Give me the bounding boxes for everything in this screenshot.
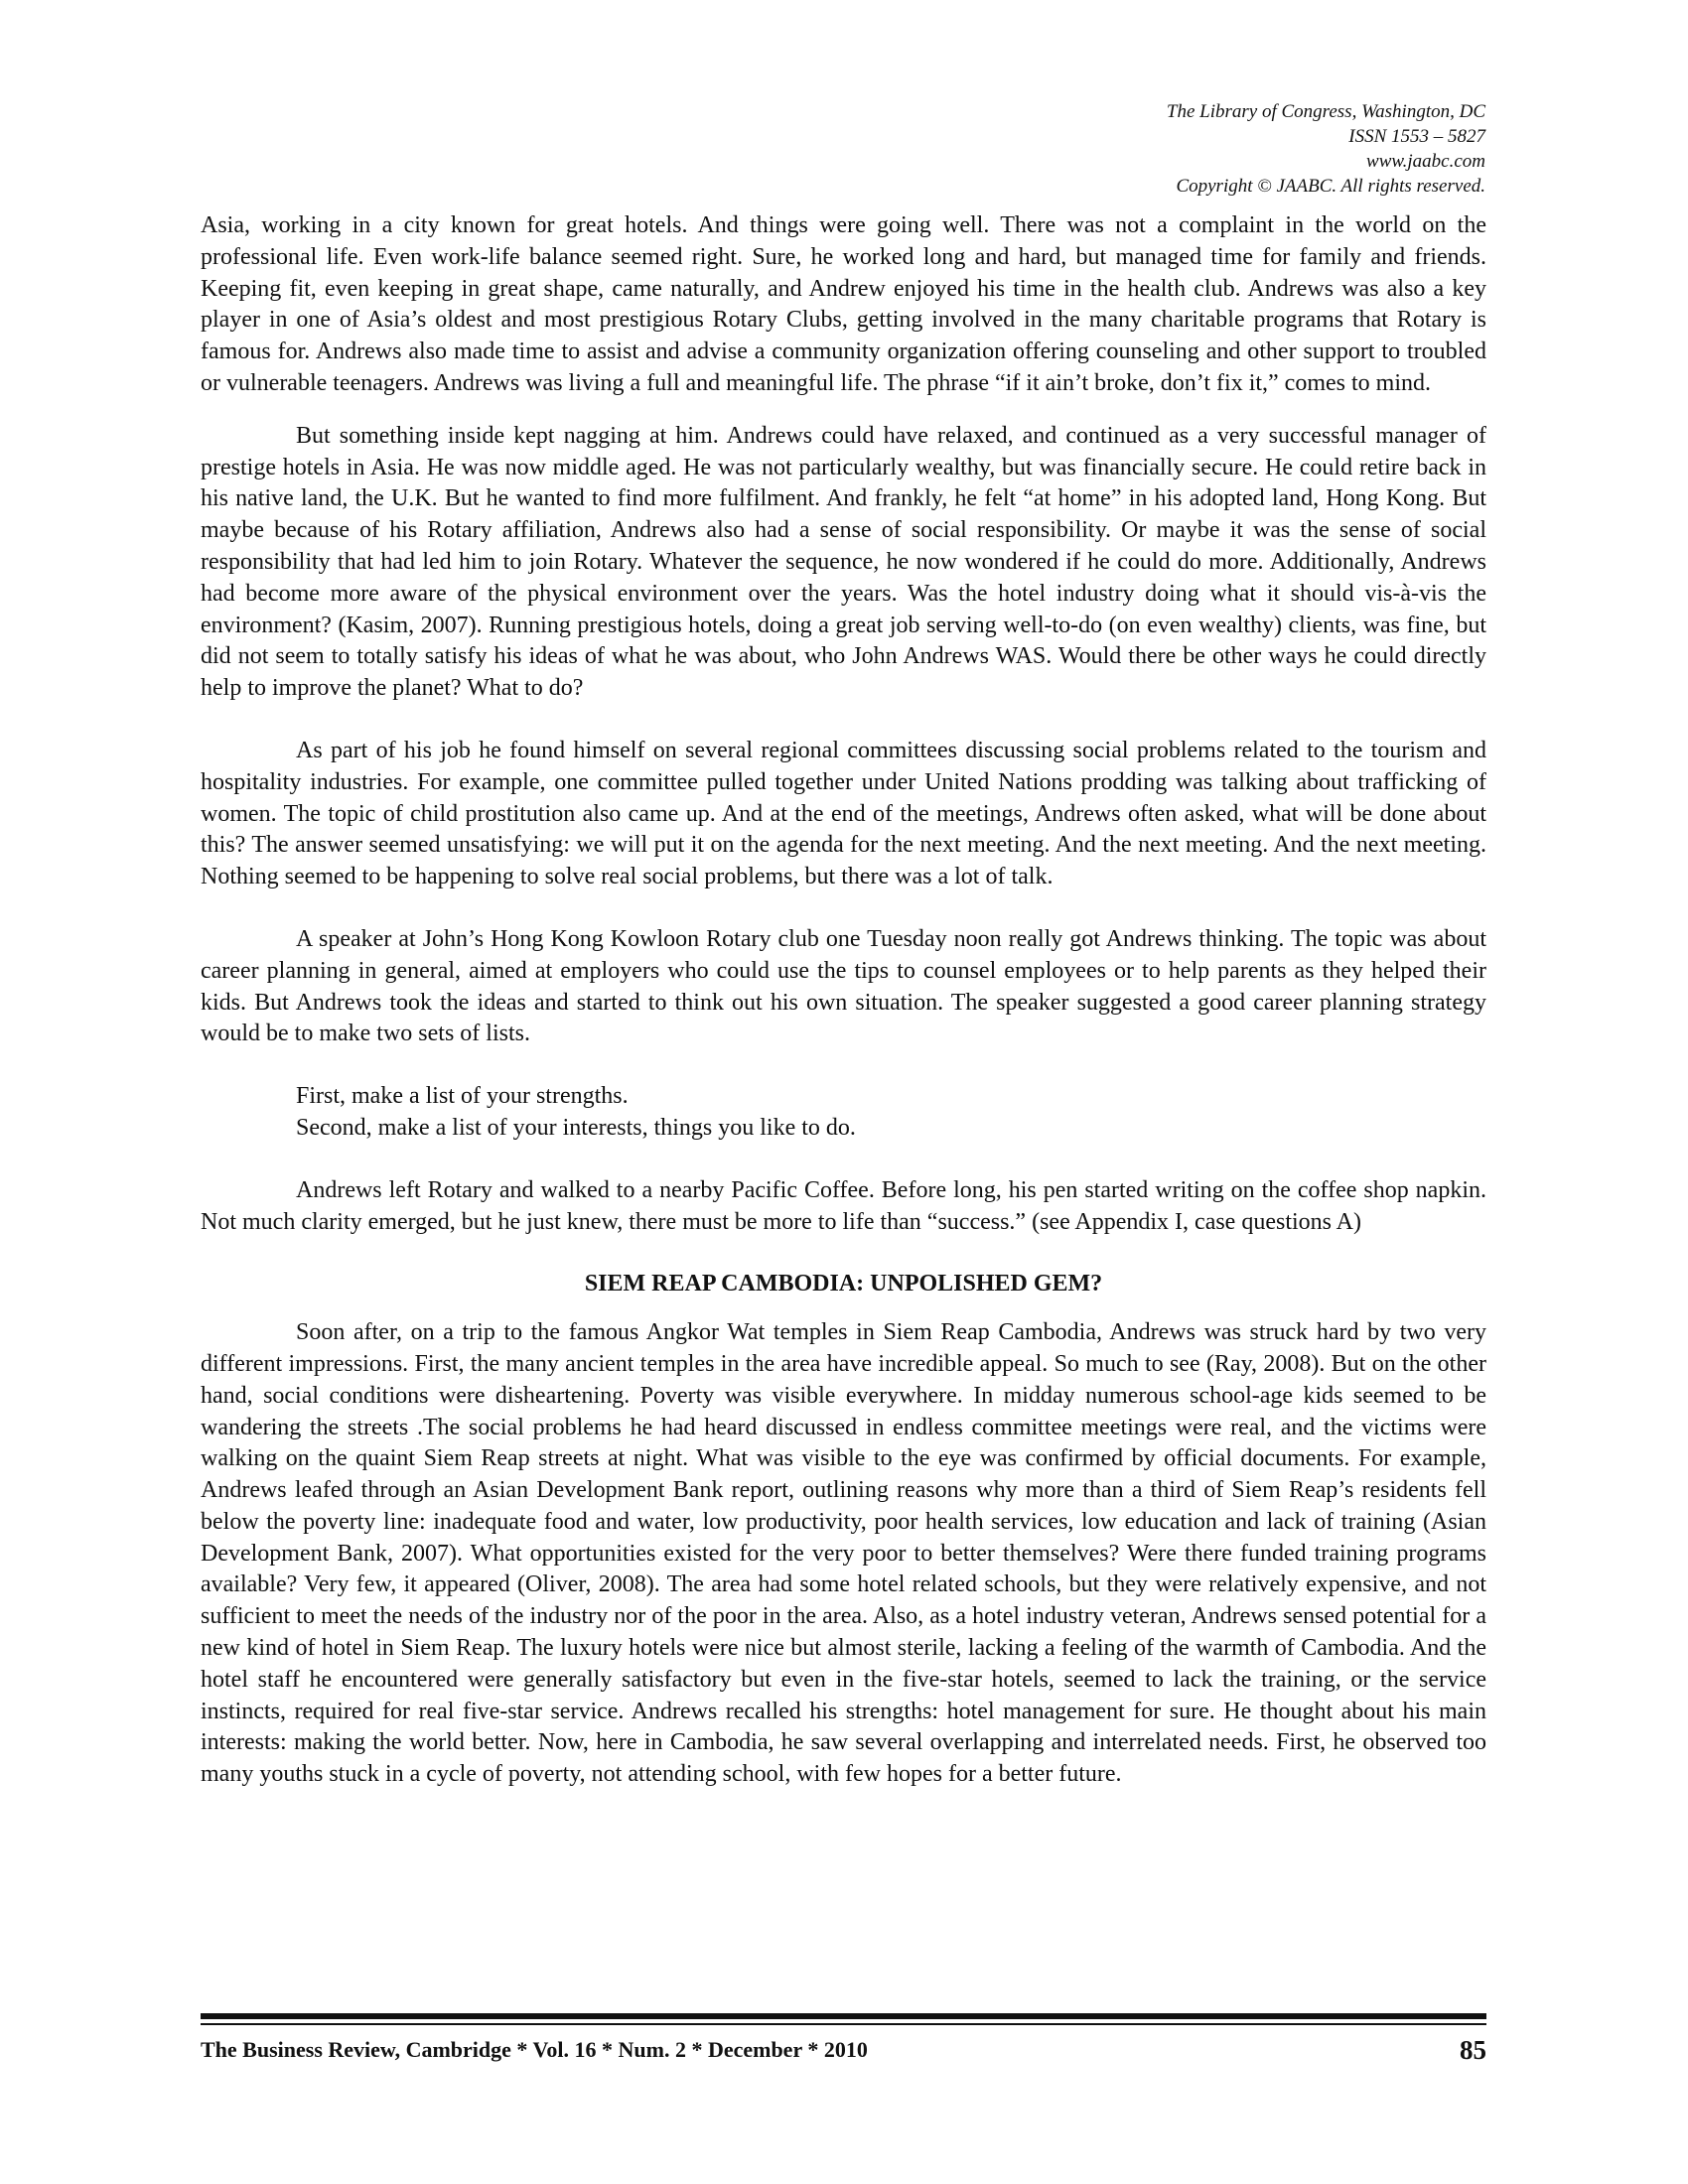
strategy-list [201, 1081, 1486, 1145]
list-item-interests: Second, make a list of your interests, things you like to do. [296, 1114, 856, 1141]
paragraph-3: As part of his job he found himself on several regional committees discussing social problems related to the tourism and hospitality industries. For example, one committee pulled together under United Nations prodding was talking about trafficking of women. The topic of child prostitution also came up. And at the end of the meetings, Andrews often asked, what will be done about this? The answer seemed unsatisfying: we will put it on the agenda for the next meeting. And the next meeting. And the next meeting. Nothing seemed to be happening to solve real social problems, but there was a lot of talk. [201, 737, 1486, 890]
article-body [201, 210, 1486, 1822]
paragraph-6: Soon after, on a trip to the famous Angkor Wat temples in Siem Reap Cambodia, Andrews was struck hard by two very different impressions. First, the many ancient temples in the area have incredible appeal. So much to see (Ray, 2008). But on the other hand, social conditions were disheartening. Poverty was visible everywhere. In midday numerous school-age kids seemed to be wandering the streets .The social problems he had heard discussed in endless committee meetings were real, and the victims were walking on the quaint Siem Reap streets at night. What was visible to the eye was confirmed by official documents. For example, Andrews leafed through an Asian Development Bank report, outlining reasons why more than a third of Siem Reap’s residents fell below the poverty line: inadequate food and water, low productivity, poor health services, low education and lack of training (Asian Development Bank, 2007). What opportunities existed for the very poor to better themselves? Were there funded training programs available? Very few, it appeared (Oliver, 2008). The area had some hotel related schools, but they were relatively expensive, and not sufficient to meet the needs of the industry nor of the poor in the area. Also, as a hotel industry veteran, Andrews sensed potential for a new kind of hotel in Siem Reap. The luxury hotels were nice but almost sterile, lacking a feeling of the warmth of Cambodia. And the hotel staff he encountered were generally satisfactory but even in the five-star hotels, seemed to lack the training, or the service instincts, required for real five-star service. Andrews recalled his strengths: hotel management for sure. He thought about his main interests: making the world better. Now, here in Cambodia, he saw several overlapping and interrelated needs. First, he observed too many youths stuck in a cycle of poverty, not attending school, with few hopes for a better future. [201, 1319, 1486, 1788]
footer-journal: The Business Review, Cambridge * Vol. 16 * Num. 2 * December * 2010 [201, 2037, 868, 2062]
header-issn: ISSN 1553 – 5827 [1348, 126, 1485, 147]
header-library: The Library of Congress, Washington, DC [1166, 101, 1485, 122]
header-copyright: Copyright © JAABC. All rights reserved. [1176, 176, 1485, 197]
paragraph-1: Asia, working in a city known for great hotels. And things were going well. There was not a complaint in the world on the professional life. Even work-life balance seemed right. Sure, he worked long and hard, but managed time for family and friends. Keeping fit, even keeping in great shape, came naturally, and Andrew enjoyed his time in the health club. Andrews was also a key player in one of Asia’s oldest and most prestigious Rotary Clubs, getting involved in the many charitable programs that Rotary is famous for. Andrews also made time to assist and advise a community organization offering counseling and other support to troubled or vulnerable teenagers. Andrews was living a full and meaningful life. The phrase “if it ain’t broke, don’t fix it,” comes to mind. [201, 212, 1486, 396]
paragraph-4: A speaker at John’s Hong Kong Kowloon Rotary club one Tuesday noon really got Andrews thinking. The topic was about career planning in general, aimed at employers who could use the tips to counsel employees or to help parents as they helped their kids. But Andrews took the ideas and started to think out his own situation. The speaker suggested a good career planning strategy would be to make two sets of lists. [201, 925, 1486, 1047]
paragraph-5: Andrews left Rotary and walked to a nearby Pacific Coffee. Before long, his pen started writing on the coffee shop napkin. Not much clarity emerged, but he just knew, there must be more to life than “success.” (see Appendix I, case questions A) [201, 1176, 1486, 1235]
list-item-strengths: First, make a list of your strengths. [296, 1083, 629, 1110]
page-number: 85 [1460, 2035, 1486, 2065]
footer-rule-thin [201, 2023, 1486, 2025]
journal-header [890, 99, 1485, 199]
header-website: www.jaabc.com [1366, 151, 1485, 172]
section-heading: SIEM REAP CAMBODIA: UNPOLISHED GEM? [584, 1271, 1103, 1297]
footer-rule-thick [201, 2013, 1486, 2019]
paragraph-2: But something inside kept nagging at him. Andrews could have relaxed, and continued as a very successful manager of prestige hotels in Asia. He was now middle aged. He was not particularly wealthy, but was financially secure. He could retire back in his native land, the U.K. But he wanted to find more fulfilment. And frankly, he felt “at home” in his adopted land, Hong Kong. But maybe because of his Rotary affiliation, Andrews also had a sense of social responsibility. Or maybe it was the sense of social responsibility that had led him to join Rotary. Whatever the sequence, he now wondered if he could do more. Additionally, Andrews had become more aware of the physical environment over the years. Was the hotel industry doing what it should vis-à-vis the environment? (Kasim, 2007). Running prestigious hotels, doing a great job serving well-to-do (on even wealthy) clients, was fine, but did not seem to totally satisfy his ideas of what he was about, who John Andrews WAS. Would there be other ways he could directly help to improve the planet? What to do? [201, 422, 1486, 702]
